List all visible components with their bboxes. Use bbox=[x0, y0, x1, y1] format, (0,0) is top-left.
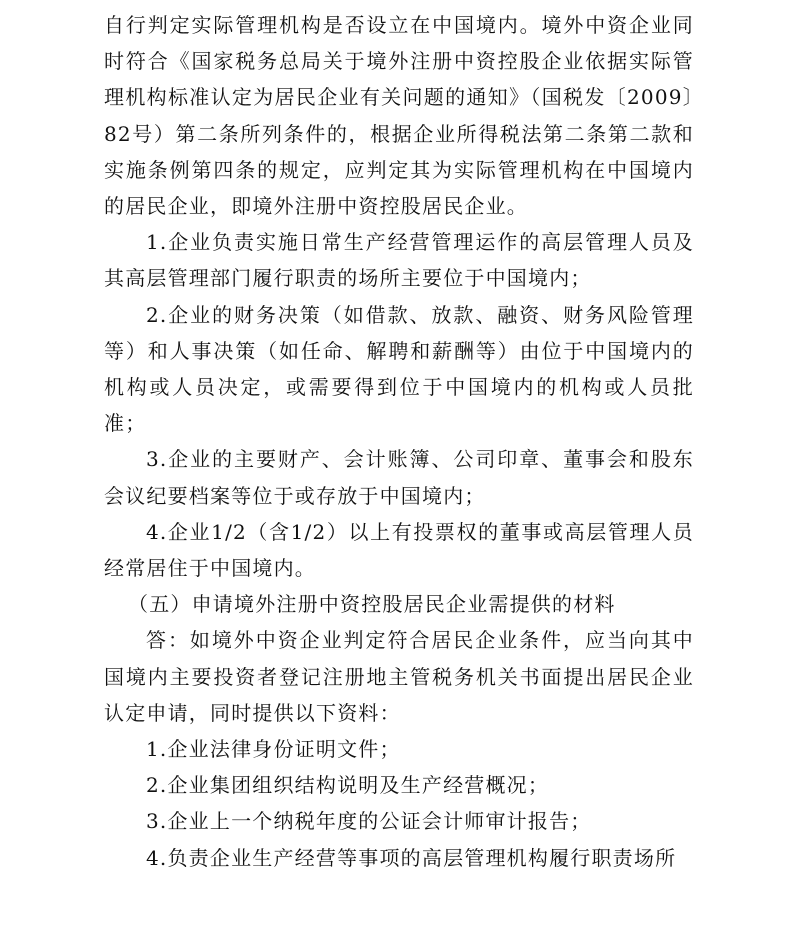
paragraph-continuation: 自行判定实际管理机构是否设立在中国境内。境外中资企业同时符合《国家税务总局关于境外注册中资控股企业依据实际管理机构标准认定为居民企业有关问题的通知》（国税发〔2009〕82号）第二条所列条件的，根据企业所得税法第二条第二款和实施条例第四条的规定，应判定其为实际管理机构在中国境内的居民企业，即境外注册中资控股居民企业。 bbox=[104, 13, 694, 219]
list-item-1: 1.企业负责实施日常生产经营管理运作的高层管理人员及其高层管理部门履行职责的场所主要位于中国境内； bbox=[104, 230, 694, 291]
list-item-4: 4.企业1/2（含1/2）以上有投票权的董事或高层管理人员经常居住于中国境内。 bbox=[104, 519, 694, 581]
material-item-2: 2.企业集团组织结构说明及生产经营概况； bbox=[146, 773, 550, 798]
section-heading: （五）申请境外注册中资控股居民企业需提供的材料 bbox=[128, 592, 616, 617]
list-item-2: 2.企业的财务决策（如借款、放款、融资、财务风险管理等）和人事决策（如任命、解聘和薪酬等）由位于中国境内的机构或人员决定，或需要得到位于中国境内的机构或人员批准； bbox=[104, 302, 694, 436]
material-item-4: 4.负责企业生产经营等事项的高层管理机构履行职责场所 bbox=[146, 845, 677, 870]
list-item-3: 3.企业的主要财产、会计账簿、公司印章、董事会和股东会议纪要档案等位于或存放于中国境内； bbox=[104, 447, 694, 508]
material-item-3: 3.企业上一个纳税年度的公证会计师审计报告； bbox=[146, 809, 592, 834]
document-body bbox=[104, 7, 694, 876]
material-item-1: 1.企业法律身份证明文件； bbox=[146, 737, 401, 762]
answer-paragraph: 答：如境外中资企业判定符合居民企业条件，应当向其中国境内主要投资者登记注册地主管税务机关书面提出居民企业认定申请，同时提供以下资料： bbox=[104, 628, 694, 725]
